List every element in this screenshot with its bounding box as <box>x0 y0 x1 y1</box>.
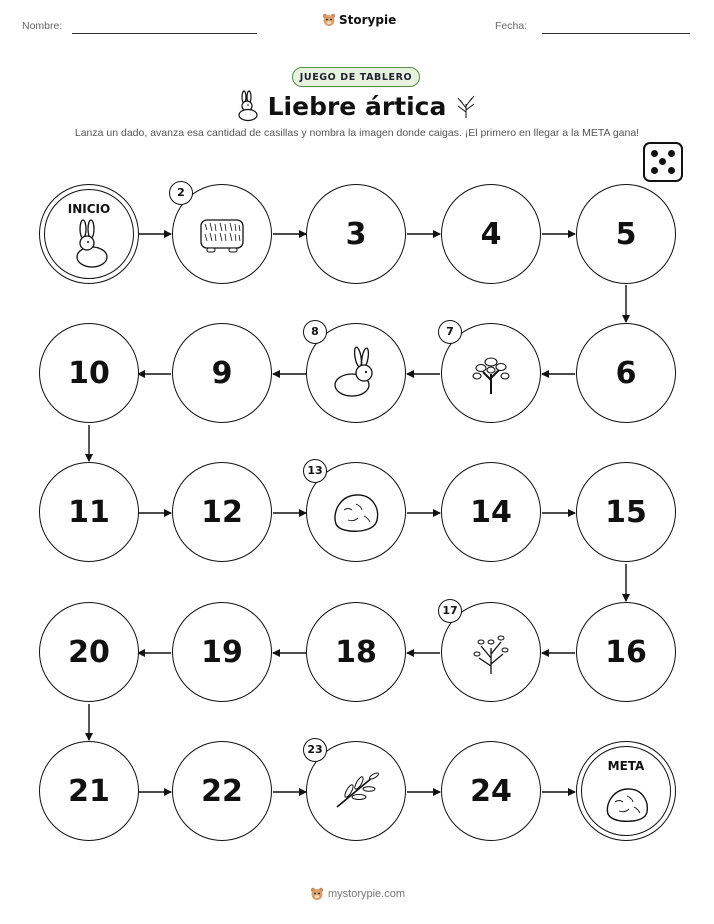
cell-number: 14 <box>470 494 512 530</box>
cell-number: 21 <box>68 773 110 809</box>
cell-number: 13 <box>303 459 327 483</box>
board-cell-20[interactable] <box>39 602 139 702</box>
cell-number: 9 <box>211 355 233 391</box>
cell-number: 24 <box>470 773 512 809</box>
cell-number: 2 <box>169 181 193 205</box>
cell-number: 15 <box>605 494 647 530</box>
rock-icon <box>603 784 651 824</box>
twig-icon <box>333 771 379 811</box>
cell-number: 8 <box>303 320 327 344</box>
board-cell-2[interactable] <box>172 184 272 284</box>
cell-number: 10 <box>68 355 110 391</box>
board-cell-19[interactable] <box>172 602 272 702</box>
board-cell-8[interactable] <box>306 323 406 423</box>
bear-logo-icon <box>310 887 324 901</box>
cell-number: 22 <box>201 773 243 809</box>
board-cell-5[interactable] <box>576 184 676 284</box>
shrub-icon <box>471 628 511 676</box>
board-cell-11[interactable] <box>39 462 139 562</box>
date-label: Fecha: <box>495 20 528 32</box>
cell-number: 12 <box>201 494 243 530</box>
cell-number: 5 <box>615 216 637 252</box>
cell-number: 16 <box>605 634 647 670</box>
brand-name: Storypie <box>339 13 397 27</box>
name-label: Nombre: <box>22 20 63 32</box>
finish-cell[interactable] <box>576 741 676 841</box>
cell-number: 7 <box>438 320 462 344</box>
board-cell-23[interactable] <box>306 741 406 841</box>
board-cell-3[interactable] <box>306 184 406 284</box>
game-type-badge: JUEGO DE TABLERO <box>292 67 420 87</box>
board-cell-10[interactable] <box>39 323 139 423</box>
cell-number: 20 <box>68 634 110 670</box>
tree-icon <box>469 350 513 396</box>
board-cell-14[interactable] <box>441 462 541 562</box>
board-cell-17[interactable] <box>441 602 541 702</box>
board-cell-24[interactable] <box>441 741 541 841</box>
rabbit-icon <box>330 345 382 401</box>
finish-label: META <box>607 759 645 773</box>
board-cell-9[interactable] <box>172 323 272 423</box>
board-cell-13[interactable] <box>306 462 406 562</box>
cell-number: 11 <box>68 494 110 530</box>
cell-number: 18 <box>335 634 377 670</box>
board-cell-22[interactable] <box>172 741 272 841</box>
board-cell-18[interactable] <box>306 602 406 702</box>
board-cell-4[interactable] <box>441 184 541 284</box>
cell-number: 3 <box>345 216 367 252</box>
cell-number: 17 <box>438 599 462 623</box>
page-title: Liebre ártica <box>267 92 447 121</box>
board-cell-15[interactable] <box>576 462 676 562</box>
cell-number: 19 <box>201 634 243 670</box>
fur-icon <box>197 214 247 254</box>
start-cell[interactable] <box>39 184 139 284</box>
board-cell-21[interactable] <box>39 741 139 841</box>
rock-icon <box>330 490 382 534</box>
board-cell-16[interactable] <box>576 602 676 702</box>
cell-number: 23 <box>303 738 327 762</box>
start-label: INICIO <box>67 202 111 216</box>
cell-number: 6 <box>615 355 637 391</box>
board-cell-6[interactable] <box>576 323 676 423</box>
cell-number: 4 <box>480 216 502 252</box>
footer <box>310 887 405 901</box>
rabbit-icon <box>66 219 114 269</box>
instructions: Lanza un dado, avanza esa cantidad de casillas y nombra la imagen donde caigas. ¡El primero en llegar a la META gana! <box>74 127 640 139</box>
footer-url[interactable]: mystorypie.com <box>328 888 406 900</box>
board-cell-7[interactable] <box>441 323 541 423</box>
board-cell-12[interactable] <box>172 462 272 562</box>
